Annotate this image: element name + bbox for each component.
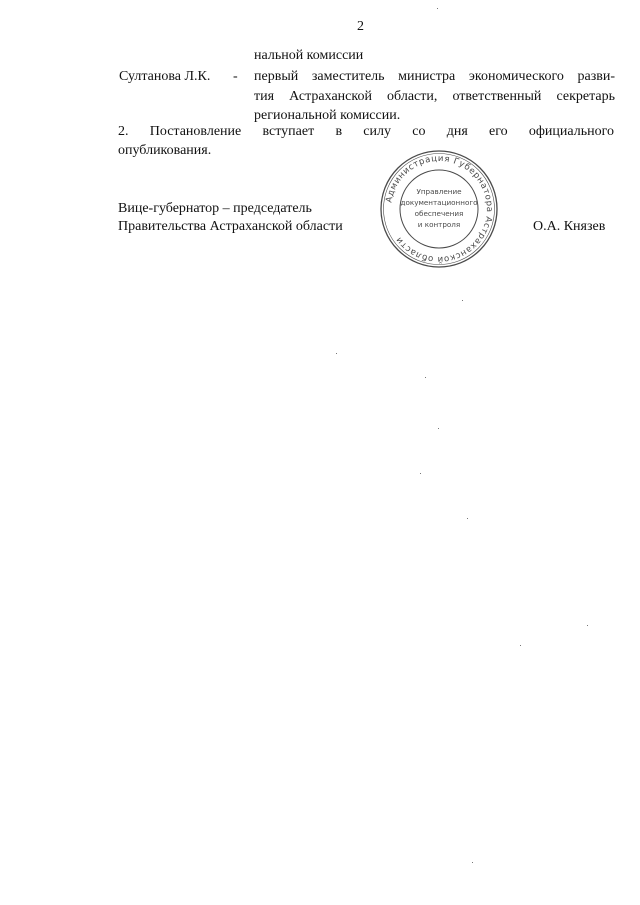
member-role-line: первый заместитель министра экономического разви- (254, 69, 615, 84)
stamp-outer-text: Администрация Губернатора Астраханской области (384, 153, 495, 265)
scan-speck (472, 862, 473, 863)
signatory-name: О.А. Князев (533, 219, 606, 234)
stamp-inner-line: Управление (416, 187, 462, 196)
stamp-inner-line: документационного (400, 198, 478, 207)
scan-speck (520, 645, 521, 646)
scan-speck (437, 8, 438, 9)
scan-speck (336, 353, 337, 354)
scan-speck (438, 428, 439, 429)
member-role-line: тия Астраханской области, ответственный секретарь (254, 89, 615, 104)
stamp-inner-line: и контроля (417, 220, 461, 229)
member-role-line: региональной комиссии. (254, 108, 401, 123)
signatory-title-line-2: Правительства Астраханской области (118, 219, 343, 234)
official-stamp (379, 148, 499, 270)
scan-speck (462, 300, 463, 301)
scan-speck (425, 377, 426, 378)
scan-speck (467, 518, 468, 519)
clause-2-line-1: 2. Постановление вступает в силу со дня его официального (118, 124, 614, 139)
member-name: Султанова Л.К. (119, 69, 211, 84)
stamp-inner-line: обеспечения (414, 209, 464, 218)
clause-2-line-2: опубликования. (118, 143, 212, 158)
continuation-text: нальной комиссии (254, 48, 364, 63)
signatory-title-line-1: Вице-губернатор – председатель (118, 201, 312, 216)
scan-speck (420, 473, 421, 474)
member-dash: - (233, 69, 238, 84)
scan-speck (587, 625, 588, 626)
page-number: 2 (357, 19, 364, 34)
